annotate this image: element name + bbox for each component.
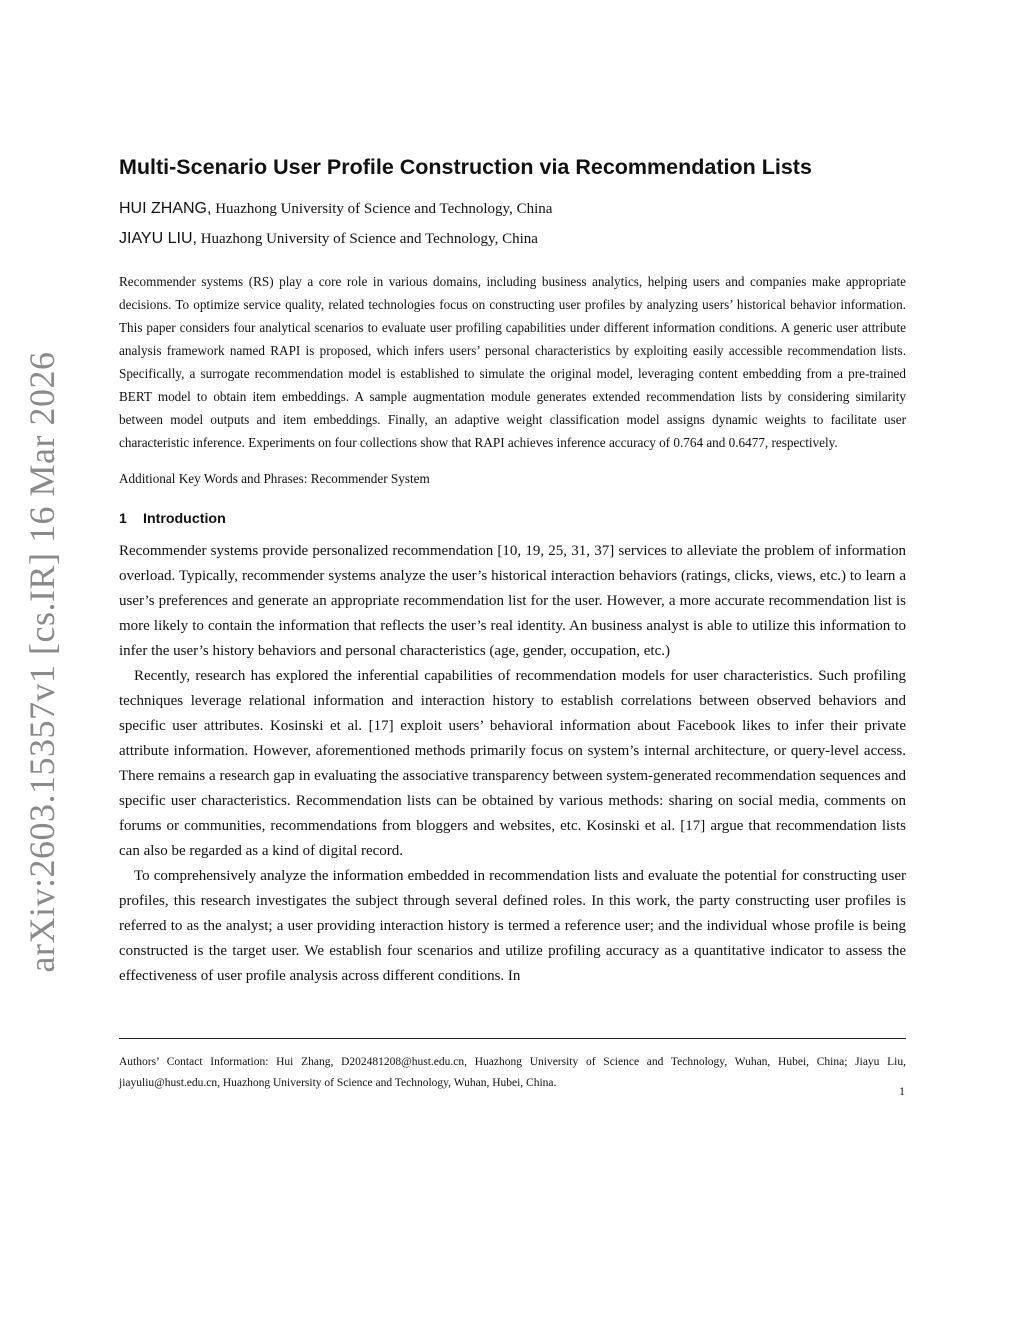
footnote-divider — [119, 1038, 906, 1039]
body-paragraph: Recommender systems provide personalized recommendation [10, 19, 25, 31, 37] services to alleviate the problem of information overload. Typically, recommender systems analyze the user’s historical interaction behaviors (ratings, clicks, views, etc.) to learn a user’s preferences and generate an appropriate recommendation list for the user. However, a more accurate recommendation list is more likely to contain the information that reflects the user’s real identity. An business analyst is able to utilize this information to infer the user’s history behaviors and personal characteristics (age, gender, occupation, etc.) — [119, 543, 906, 660]
section-number: 1 — [119, 511, 127, 528]
abstract: Recommender systems (RS) play a core role in various domains, including business analytics, helping users and companies make appropriate decisions. To optimize service quality, related technologies focus on constructing user profiles by analyzing users’ historical behavior information. This paper considers four analytical scenarios to evaluate user profiling capabilities under different information conditions. A generic user attribute analysis framework named RAPI is proposed, which infers users’ personal characteristics by exploiting easily accessible recommendation lists. Specifically, a surrogate recommendation model is established to simulate the original model, leveraging content embedding from a pre-trained BERT model to obtain item embeddings. A sample augmentation module generates extended recommendation lists by considering similarity between model outputs and item embeddings. Finally, an adaptive weight classification model assigns dynamic weights to facilitate user characteristic inference. Experiments on four collections show that RAPI achieves inference accuracy of 0.764 and 0.6477, respectively. — [119, 274, 906, 450]
author-contact-footnote: Authors’ Contact Information: Hui Zhang, D202481208@hust.edu.cn, Huazhong University of Science and Technology, Wuhan, Hubei, China; Jiayu Liu, jiayuliu@hust.edu.cn, Huazhong University of Science and Technology, Wuhan, Hubei, China. — [119, 1055, 906, 1089]
keywords: Additional Key Words and Phrases: Recommender System — [119, 471, 430, 487]
author-name: JIAYU LIU, — [119, 230, 197, 247]
author-affiliation: Huazhong University of Science and Technology, China — [200, 231, 538, 247]
author-line — [119, 194, 906, 224]
section-title: Introduction — [143, 511, 226, 528]
body-paragraph: Recently, research has explored the inferential capabilities of recommendation models for user characteristics. Such profiling techniques leverage relational information and interaction history to establish correlations between observed behaviors and specific user attributes. Kosinski et al. [17] exploit users’ behavioral information about Facebook likes to infer their private attribute information. However, aforementioned methods primarily focus on system’s internal architecture, or query-level access. There remains a research gap in evaluating the associative transparency between system-generated recommendation sequences and specific user characteristics. Recommendation lists can be obtained by various methods: sharing on social media, comments on forums or communities, recommendations from bloggers and websites, etc. Kosinski et al. [17] argue that recommendation lists can also be regarded as a kind of digital record. — [119, 668, 906, 860]
arxiv-identifier-text: arXiv:2603.15357v1 [cs.IR] 16 Mar 2026 — [22, 351, 62, 973]
paper-title: Multi-Scenario User Profile Construction via Recommendation Lists — [119, 155, 812, 179]
page-number: 1 — [899, 1084, 905, 1098]
author-affiliation: Huazhong University of Science and Technology, China — [215, 201, 553, 217]
author-line — [119, 224, 906, 254]
section-heading — [119, 508, 906, 530]
author-name: HUI ZHANG, — [119, 200, 212, 217]
body-paragraph: To comprehensively analyze the information embedded in recommendation lists and evaluate the potential for constructing user profiles, this research investigates the subject through several defined roles. In this work, the party constructing user profiles is referred to as the analyst; a user providing interaction history is termed a reference user; and the individual whose profile is being constructed is the target user. We establish four scenarios and utilize profiling accuracy as a quantitative indicator to assess the effectiveness of user profile analysis across different conditions. In — [119, 868, 906, 985]
paper-first-page — [119, 152, 906, 989]
